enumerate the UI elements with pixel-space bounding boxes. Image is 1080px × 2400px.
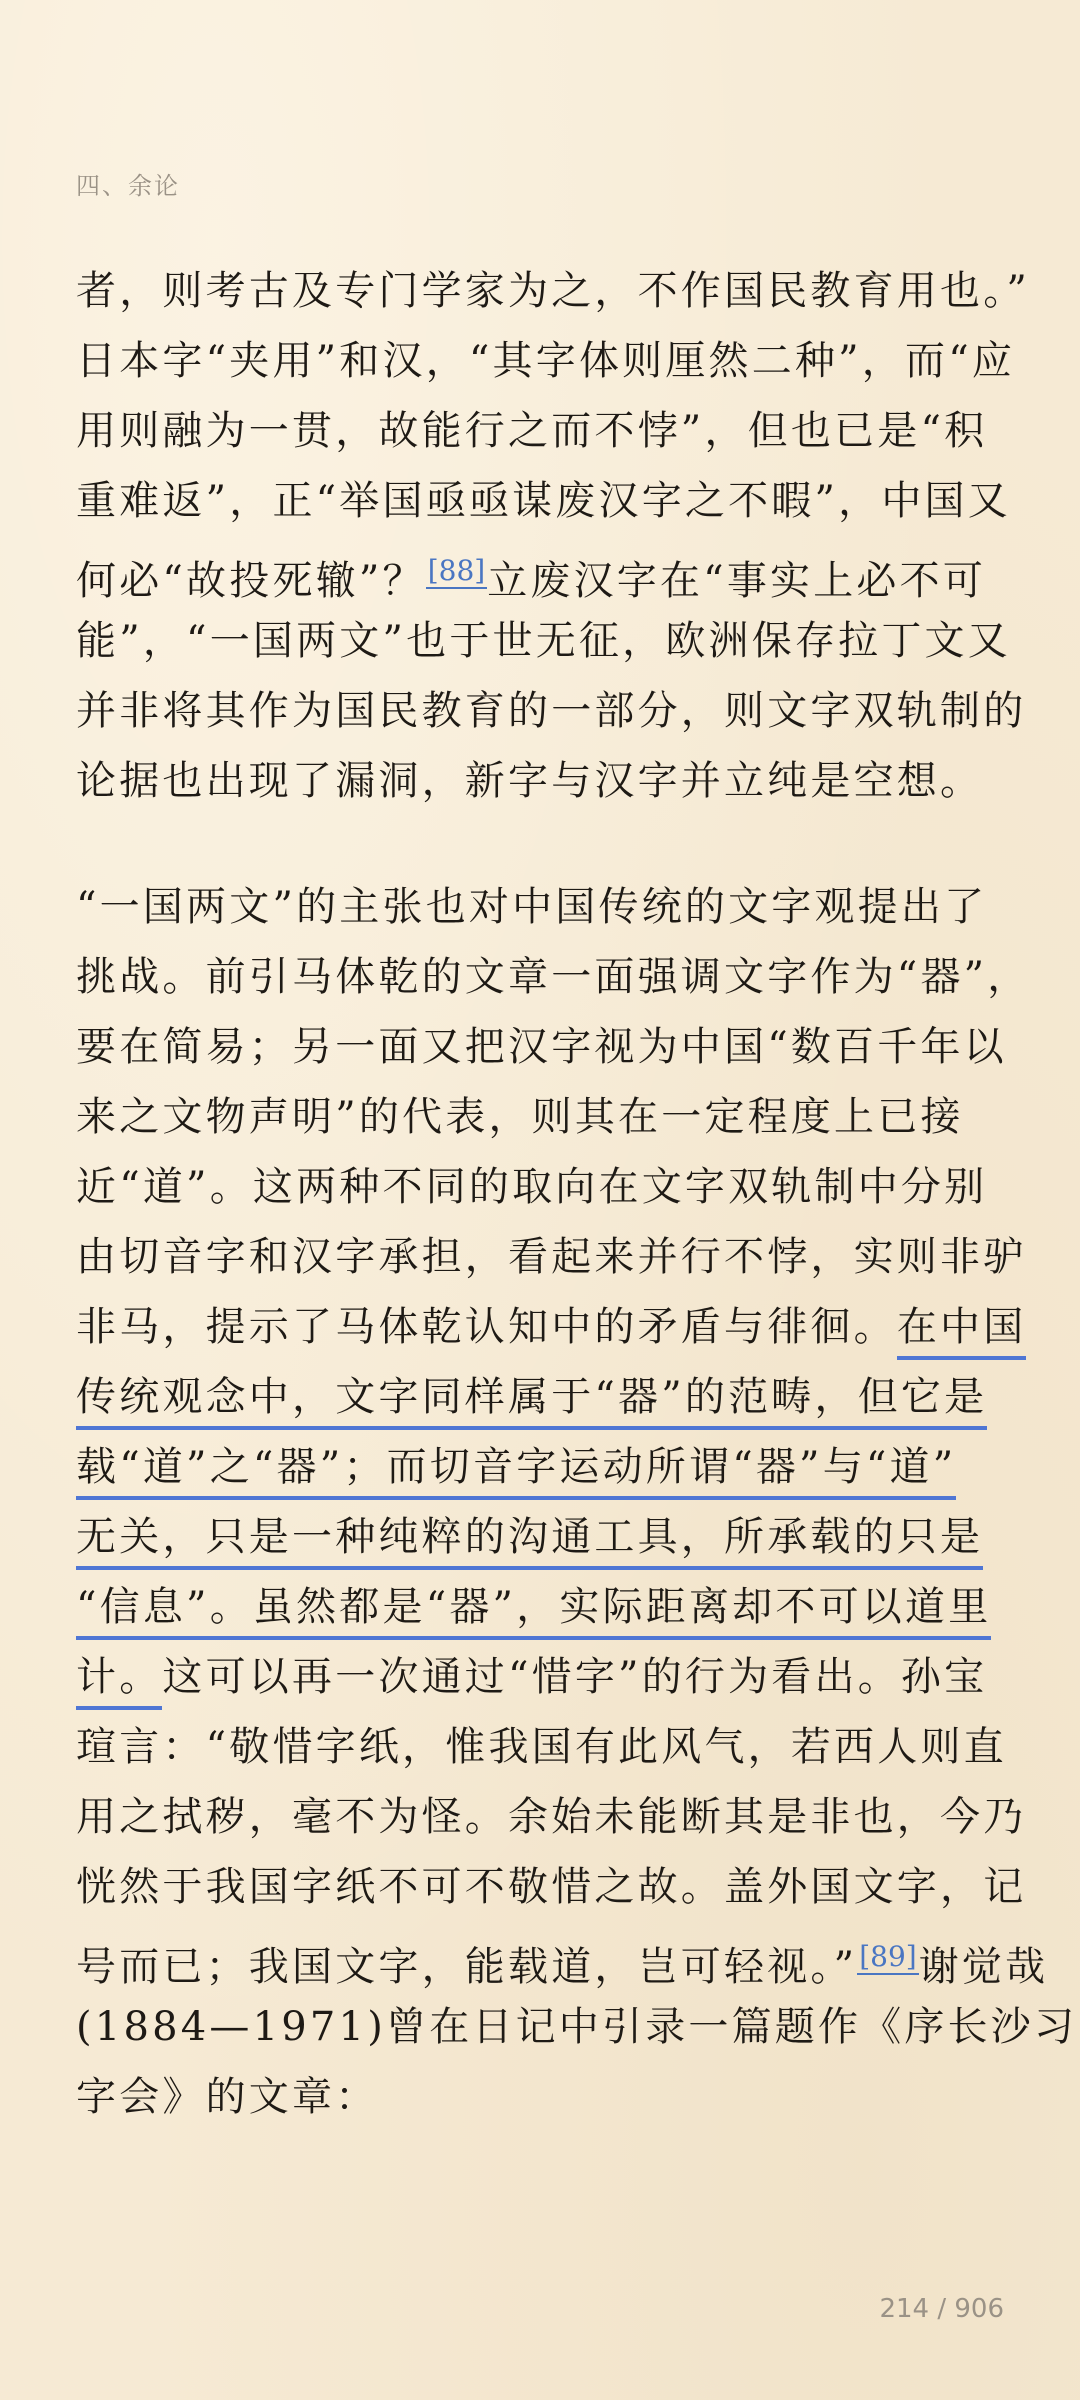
highlighted-text[interactable]: 在中国 <box>897 1304 1027 1360</box>
text-line: 日本字“夹用”和汉，“其字体则厘然二种”，而“应 <box>76 338 1016 384</box>
text-line: 恍然于我国字纸不可不敬惜之故。盖外国文字，记 <box>76 1864 1027 1910</box>
text-line: 字会》的文章： <box>76 2074 379 2120</box>
highlighted-text[interactable]: “信息”。虽然都是“器”，实际距离却不可以道里 <box>76 1584 991 1640</box>
text-segment: 号而已；我国文字，能载道，岂可轻视。” <box>76 1944 858 1990</box>
text-line: 要在简易；另一面又把汉字视为中国“数百千年以 <box>76 1024 1007 1070</box>
text-line: 挑战。前引马体乾的文章一面强调文字作为“器”， <box>76 954 1031 1000</box>
highlighted-text[interactable]: 计。 <box>76 1654 162 1710</box>
text-line: 用则融为一贯，故能行之而不悖”，但也已是“积 <box>76 408 988 454</box>
chapter-header: 四、余论 <box>76 172 180 200</box>
text-line: 重难返”，正“举国亟亟谋废汉字之不暇”，中国又 <box>76 478 1011 524</box>
paragraph-2[interactable] <box>76 872 1078 2132</box>
text-line: 能”，“一国两文”也于世无征，欧洲保存拉丁文又 <box>76 618 1011 664</box>
text-line: 近“道”。这两种不同的取向在文字双轨制中分别 <box>76 1164 988 1210</box>
highlighted-text[interactable]: 载“道”之“器”；而切音字运动所谓“器”与“道” <box>76 1444 956 1500</box>
footnote-link-89[interactable]: [89] <box>859 1940 917 1973</box>
reader-content[interactable] <box>76 256 1078 2132</box>
text-line: 论据也出现了漏洞，新字与汉字并立纯是空想。 <box>76 758 984 804</box>
text-segment: 谢觉哉 <box>918 1944 1049 1990</box>
text-line: “一国两文”的主张也对中国传统的文字观提出了 <box>76 884 988 930</box>
highlighted-text[interactable]: 传统观念中，文字同样属于“器”的范畴，但它是 <box>76 1374 987 1430</box>
text-line <box>76 1922 1049 1992</box>
text-line <box>76 1642 1008 1712</box>
text-line: 者，则考古及专门学家为之，不作国民教育用也。” <box>76 268 1031 314</box>
page-indicator: 214 / 906 <box>879 2294 1004 2324</box>
paragraph-1[interactable] <box>76 256 1031 816</box>
text-line: 瑄言：“敬惜字纸，惟我国有此风气，若西人则直 <box>76 1724 1007 1770</box>
text-segment: 何必“故投死辙”？ <box>76 558 426 604</box>
text-line <box>76 536 1008 606</box>
text-segment: 立废汉字在“事实上必不可 <box>487 558 987 604</box>
text-line <box>76 1502 1008 1572</box>
text-line: 用之拭秽，毫不为怪。余始未能断其是非也，今乃 <box>76 1794 1027 1840</box>
text-segment: 这可以再一次通过“惜字”的行为看出。孙宝 <box>162 1654 988 1700</box>
text-line <box>76 1292 1027 1362</box>
footnote-link-88[interactable]: [88] <box>427 554 486 587</box>
text-line: 由切音字和汉字承担，看起来并行不悖，实则非驴 <box>76 1234 1027 1280</box>
text-line <box>76 1432 1008 1502</box>
text-line: (1884—1971)曾在日记中引录一篇题作《序长沙习 <box>76 2004 1078 2050</box>
text-segment: 非马，提示了马体乾认知中的矛盾与徘徊。 <box>76 1304 897 1350</box>
text-line <box>76 1572 1008 1642</box>
text-line: 并非将其作为国民教育的一部分，则文字双轨制的 <box>76 688 1027 734</box>
text-line <box>76 1362 1008 1432</box>
highlighted-text[interactable]: 无关，只是一种纯粹的沟通工具，所承载的只是 <box>76 1514 983 1570</box>
text-line: 来之文物声明”的代表，则其在一定程度上已接 <box>76 1094 964 1140</box>
